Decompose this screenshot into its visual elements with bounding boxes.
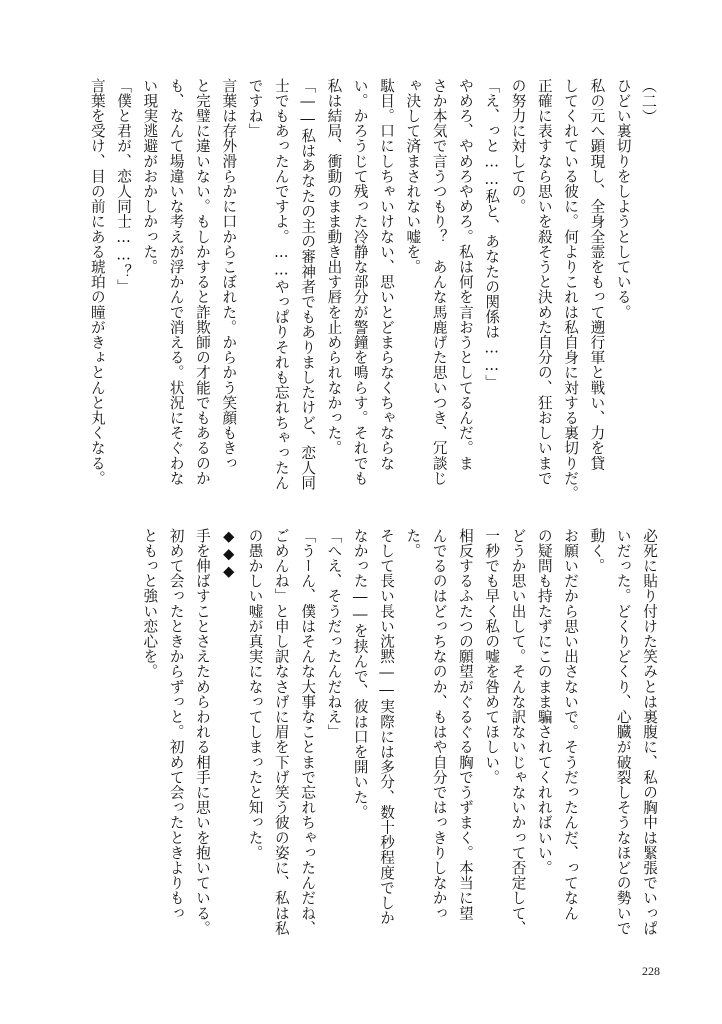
text-line: なかった――を挟んで、彼は口を開いた。	[351, 528, 369, 820]
text-line: 駄目。口にしちゃいけない、思いとどまらなくちゃならな	[378, 78, 396, 471]
text-line: 動く。	[588, 528, 606, 574]
text-line: 一秒でも早く私の嘘を咎めてほしい。	[483, 528, 501, 785]
text-line: ともっと強い恋心を。	[141, 528, 159, 679]
text-line: 手を伸ばすことさえためらわれる相手に思いを抱いている。	[193, 528, 211, 936]
text-line: の疑問も持たずにこのまま騙されてくれればいい。	[535, 528, 553, 876]
text-line: 「え、っと……私と、あなたの関係は……」	[483, 78, 501, 390]
text-line: 正確に表すなら思いを殺そうと決めた自分の、狂おしいまで	[535, 78, 553, 486]
top-text-block	[83, 78, 662, 508]
text-line: お願いだから思い出さないで。そうだったんだ、ってなん	[562, 528, 580, 921]
text-line: ゃ決して済まされない嘘を。	[404, 78, 422, 275]
text-line: ですね」	[246, 78, 264, 139]
text-line: 私は結局、衝動のまま動き出す唇を止められなかった。	[325, 78, 343, 456]
bottom-text-block	[136, 528, 662, 954]
text-line: そして長い長い沈黙――実際には多分、数十秒程度でしか	[378, 528, 396, 926]
text-line: いだった。どくりどくり、心臓が破裂しそうなほどの勢いで	[614, 528, 632, 936]
text-line: 言葉を受け、目の前にある琥珀の瞳がきょとんと丸くなる。	[88, 78, 106, 486]
text-line: ごめんね」と申し訳なさげに眉を下げ笑う彼の姿に、私は私	[272, 528, 290, 936]
text-line: ひどい裏切りをしようとしている。	[614, 78, 632, 320]
chapter-heading: （二）	[640, 78, 658, 125]
text-line: い現実逃避がおかしかった。	[141, 78, 159, 275]
text-line: してくれている彼に。何よりこれは私自身に対する裏切りだ。	[562, 78, 580, 501]
text-line: 初めて会ったときからずっと。初めて会ったときよりもっ	[167, 528, 185, 921]
text-line: どうか思い出して。そんな訳ないじゃないかって否定して、	[509, 528, 527, 936]
text-line: 「――私はあなたの主の審神者でもありましたけど、恋人同	[299, 78, 317, 491]
text-line: 必死に貼り付けた笑みとは裏腹に、私の胸中は緊張でいっぱ	[641, 528, 658, 936]
text-line: と完璧に違いない。もしかすると詐欺師の才能でもあるのか	[193, 78, 211, 486]
text-line: んでるのはどっちなのか、もはや自分ではっきりしなかっ	[430, 528, 448, 921]
text-line: の愚かしい嘘が真実になってしまったと知った。	[246, 528, 264, 861]
text-line: た。	[404, 528, 422, 559]
text-line: 「へえ、そうだったんだねえ」	[325, 528, 343, 740]
text-line: 言葉は存外滑らかに口からこぼれた。からかう笑顔もきっ	[220, 78, 238, 471]
text-line: 相反するふたつの願望がぐるぐる胸でうずまく。本当に望	[456, 528, 474, 921]
text-line: やめろ、やめろやめろ。私は何を言おうとしてるんだ。ま	[456, 78, 474, 471]
text-line: 「僕と君が、恋人同士……？」	[115, 78, 133, 295]
text-line: の努力に対しての。	[509, 78, 527, 214]
text-line: い。かろうじて残った冷静な部分が警鐘を鳴らす。それでも	[351, 78, 369, 486]
text-line: 私の元へ顕現し、全身全霊をもって遡行軍と戦い、力を貸	[588, 78, 606, 471]
text-line: 「うーん、僕はそんな大事なことまで忘れちゃったんだね、	[299, 528, 317, 936]
text-line: 士でもあったんですよ。……やっぱりそれも忘れちゃったん	[272, 78, 290, 491]
scene-break-diamonds: ◆◆◆	[220, 528, 238, 581]
page-number: 228	[642, 964, 660, 978]
text-line: さか本気で言うつもり？ あんな馬鹿げた思いつき、冗談じ	[430, 78, 448, 486]
text-line: も、なんて場違いな考えが浮かんで消える。状況にそぐわな	[167, 78, 185, 486]
